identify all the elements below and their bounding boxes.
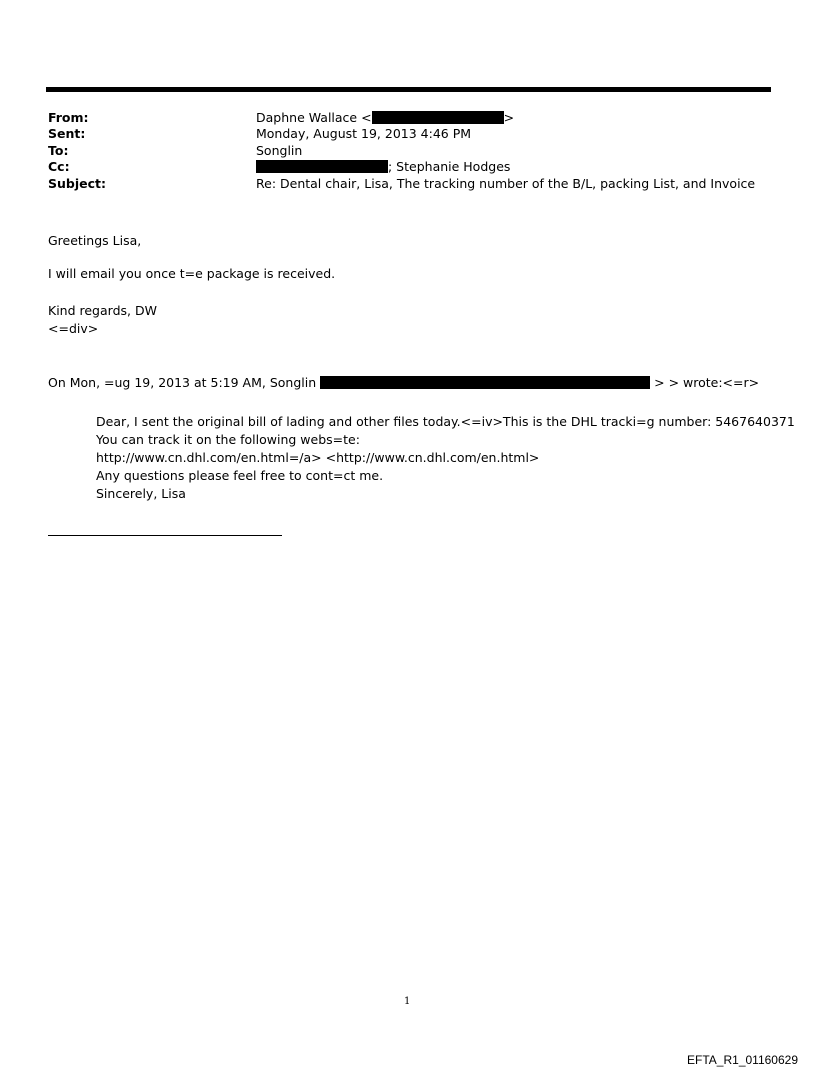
quote-intro-end: > > wrote:<=r> bbox=[654, 375, 760, 390]
cc-label: Cc: bbox=[48, 159, 70, 174]
redaction-block bbox=[256, 160, 388, 173]
cc-text: ; Stephanie Hodges bbox=[388, 159, 511, 174]
quoted-line-1: Dear, I sent the original bill of lading and other files today.<=iv>This is the DHL tracki=g number: 5467640371 bbox=[96, 414, 795, 429]
to-label: To: bbox=[48, 143, 69, 158]
from-value bbox=[256, 110, 514, 125]
quoted-line-3: http://www.cn.dhl.com/en.html=/a> <http://www.cn.dhl.com/en.html> bbox=[96, 450, 540, 465]
subject-value: Re: Dental chair, Lisa, The tracking number of the B/L, packing List, and Invoice bbox=[256, 176, 756, 191]
sent-value: Monday, August 19, 2013 4:46 PM bbox=[256, 126, 472, 141]
redaction-block bbox=[320, 376, 650, 389]
cc-value bbox=[256, 159, 510, 174]
quote-intro-start: On Mon, =ug 19, 2013 at 5:19 AM, Songlin bbox=[48, 375, 317, 390]
quote-intro bbox=[48, 375, 759, 390]
redaction-block bbox=[372, 111, 504, 124]
from-label: From: bbox=[48, 110, 89, 125]
footer-divider bbox=[48, 535, 282, 536]
from-close: > bbox=[503, 110, 515, 125]
header-top-rule bbox=[46, 87, 771, 92]
sent-label: Sent: bbox=[48, 126, 86, 141]
quoted-line-5: Sincerely, Lisa bbox=[96, 486, 186, 501]
quoted-line-2: You can track it on the following webs=te: bbox=[96, 432, 360, 447]
quoted-line-4: Any questions please feel free to cont=ct me. bbox=[96, 468, 384, 483]
body-line-1: I will email you once t=e package is received. bbox=[48, 266, 336, 281]
from-name: Daphne Wallace < bbox=[256, 110, 372, 125]
greeting: Greetings Lisa, bbox=[48, 233, 142, 248]
to-value: Songlin bbox=[256, 143, 303, 158]
bates-number: EFTA_R1_01160629 bbox=[687, 1053, 798, 1067]
page-number: 1 bbox=[404, 996, 411, 1007]
signoff: Kind regards, DW bbox=[48, 303, 157, 318]
div-tag: <=div> bbox=[48, 321, 99, 336]
subject-label: Subject: bbox=[48, 176, 106, 191]
